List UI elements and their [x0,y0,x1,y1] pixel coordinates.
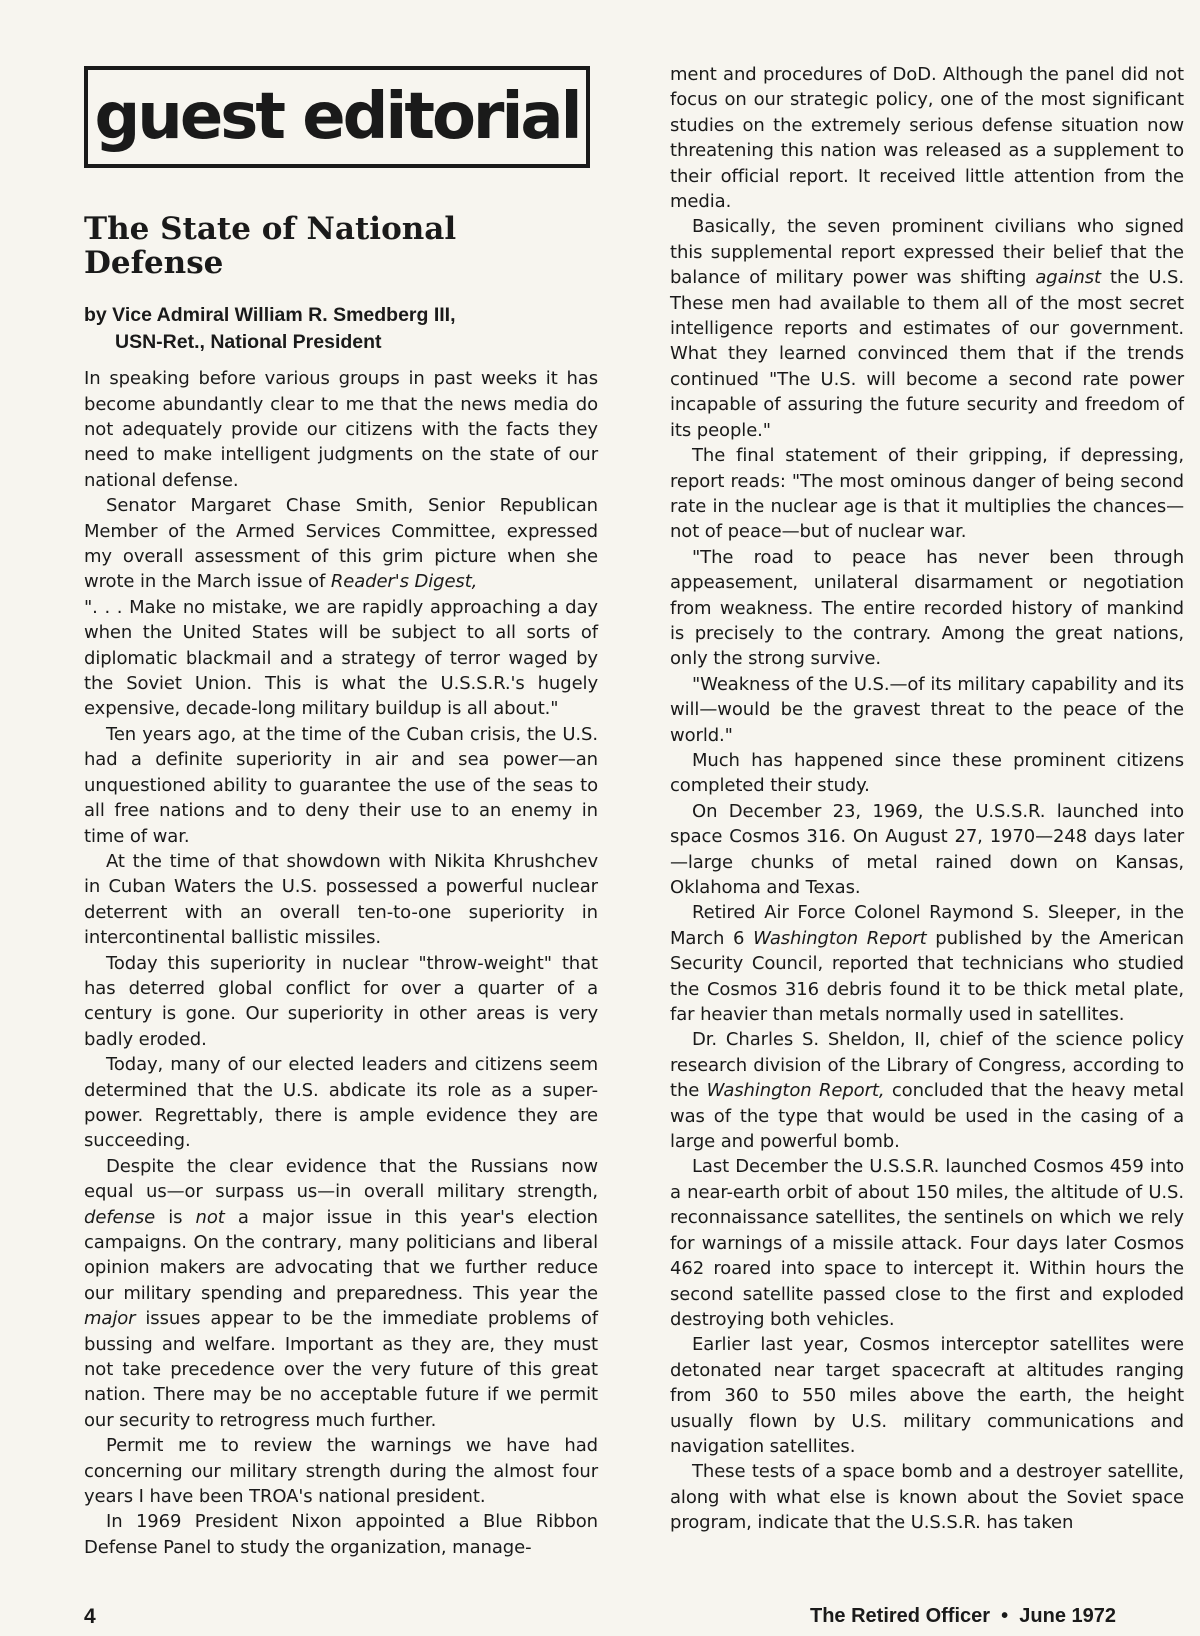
paragraph: "The road to peace has never been through appeasement, unilateral disarmament or negotiation from weakness. The entire recorded history of mankind is precisely to the contrary. Among the great nations, only the strong survive. [670,546,1184,670]
guest-editorial-masthead [84,66,590,168]
byline-line-2: USN-Ret., National President [115,331,382,354]
paragraph: "Weakness of the U.S.—of its military capability and its will—would be the gravest threat to the peace of the world." [670,673,1184,746]
paragraph: Last December the U.S.S.R. launched Cosmos 459 into a near-earth orbit of about 150 miles, the altitude of U.S. reconnaissance satellites, the sentinels on which we rely for warnings of a missile attack. Four days later Cosmos 462 roared into space to intercept it. Within hours the second satellite passed close to the first and exploded destroying both vehicles. [670,1156,1184,1330]
paragraph: In speaking before various groups in past weeks it has become abundantly clear to me that the news media do not adequately provide our citizens with the facts they need to make intelligent judgments on the state of our national defense. [84,368,598,491]
article-title: The State of National Defense [84,211,457,282]
publication-footer: The Retired Officer • June 1972 [810,1605,1116,1627]
paragraph: Despite the clear evidence that the Russians now equal us—or surpass us—in overall military strength, defense is not a major issue in this year's election campaigns. On the contrary, many politicians and liberal opinion makers are advocating that we further reduce our military spending and preparedness. This year the major issues appear to be the immediate problems of bussing and welfare. Important as they are, they must not take precedence over the very future of this great nation. There may be no acceptable future if we permit our security to retrogress much further. [84,1155,598,1431]
paragraph: Ten years ago, at the time of the Cuban crisis, the U.S. had a definite superiority in air and sea power—an unquestioned ability to guarantee the use of the seas to all free nations and to deny their use to an enemy in time of war. [84,723,598,847]
paragraph: ment and procedures of DoD. Although the panel did not focus on our strategic policy, one of the most significant studies on the extremely serious defense situation now threatening this nation was released as a supplement to their official report. It received little attention from the media. [670,64,1184,213]
paragraph: In 1969 President Nixon appointed a Blue Ribbon Defense Panel to study the organization, manage- [84,1511,598,1558]
paragraph: Basically, the seven prominent civilians who signed this supplemental report expressed their belief that the balance of military power was shifting against the U.S. These men had available to them all of the most secret intelligence reports and estimates of our government. What they learned convinced them that if the trends continued "The U.S. will become a second rate power incapable of assuring the future security and freedom of its people." [670,216,1184,441]
paragraph: The final statement of their gripping, if depressing, report reads: "The most ominous danger of being second rate in the nuclear age is that it multiplies the chances—not of peace—but of nuclear war. [670,445,1184,543]
masthead-text: guest editorial [94,80,580,154]
paragraph: Permit me to review the warnings we have had concerning our military strength during the almost four years I have been TROA's national president. [84,1435,598,1508]
paragraph: These tests of a space bomb and a destroyer satellite, along with what else is known about the Soviet space program, indicate that the U.S.S.R. has taken [670,1461,1184,1534]
byline-line-1: by Vice Admiral William R. Smedberg III, [84,304,456,327]
byline [84,302,598,356]
paragraph: Today, many of our elected leaders and citizens seem determined that the U.S. abdicate its role as a super-power. Regrettably, there is ample evidence they are succeeding. [84,1054,598,1152]
paragraph: Retired Air Force Colonel Raymond S. Sleeper, in the March 6 Washington Report published by the American Security Council, reported that technicians who studied the Cosmos 316 debris found it to be thick metal plate, far heavier than metals normally used in satellites. [670,902,1184,1026]
paragraph: Much has happened since these prominent citizens completed their study. [670,749,1184,797]
paragraph: Today this superiority in nuclear "throw-weight" that has deterred global conflict for over a quarter of a century is gone. Our superiority in other areas is very badly eroded. [84,952,598,1050]
paragraph: Dr. Charles S. Sheldon, II, chief of the science policy research division of the Library of Congress, according to the Washington Report, concluded that the heavy metal was of the type that would be used in the casing of a large and powerful bomb. [670,1029,1184,1153]
paragraph: Earlier last year, Cosmos interceptor satellites were detonated near target spacecraft at altitudes ranging from 360 to 550 miles above the earth, the height usually flown by U.S. military communications and navigation satellites. [670,1334,1184,1457]
right-column [670,62,1184,1536]
left-column [84,66,598,1560]
paragraph: On December 23, 1969, the U.S.S.R. launched into space Cosmos 316. On August 27, 1970—248 days later—large chunks of metal rained down on Kansas, Oklahoma and Texas. [670,800,1184,898]
page-number: 4 [84,1605,96,1628]
paragraph: Senator Margaret Chase Smith, Senior Republican Member of the Armed Services Committee, expressed my overall assessment of this grim picture when she wrote in the March issue of Reader's Digest, [84,495,598,593]
paragraph: ". . . Make no mistake, we are rapidly approaching a day when the United States will be subject to all sorts of diplomatic blackmail and a strategy of terror waged by the Soviet Union. This is what the U.S.S.R.'s hugely expensive, decade-long military buildup is all about." [84,596,598,720]
paragraph: At the time of that showdown with Nikita Khrushchev in Cuban Waters the U.S. possessed a powerful nuclear deterrent with an overall ten-to-one superiority in intercontinental ballistic missiles. [84,850,598,949]
